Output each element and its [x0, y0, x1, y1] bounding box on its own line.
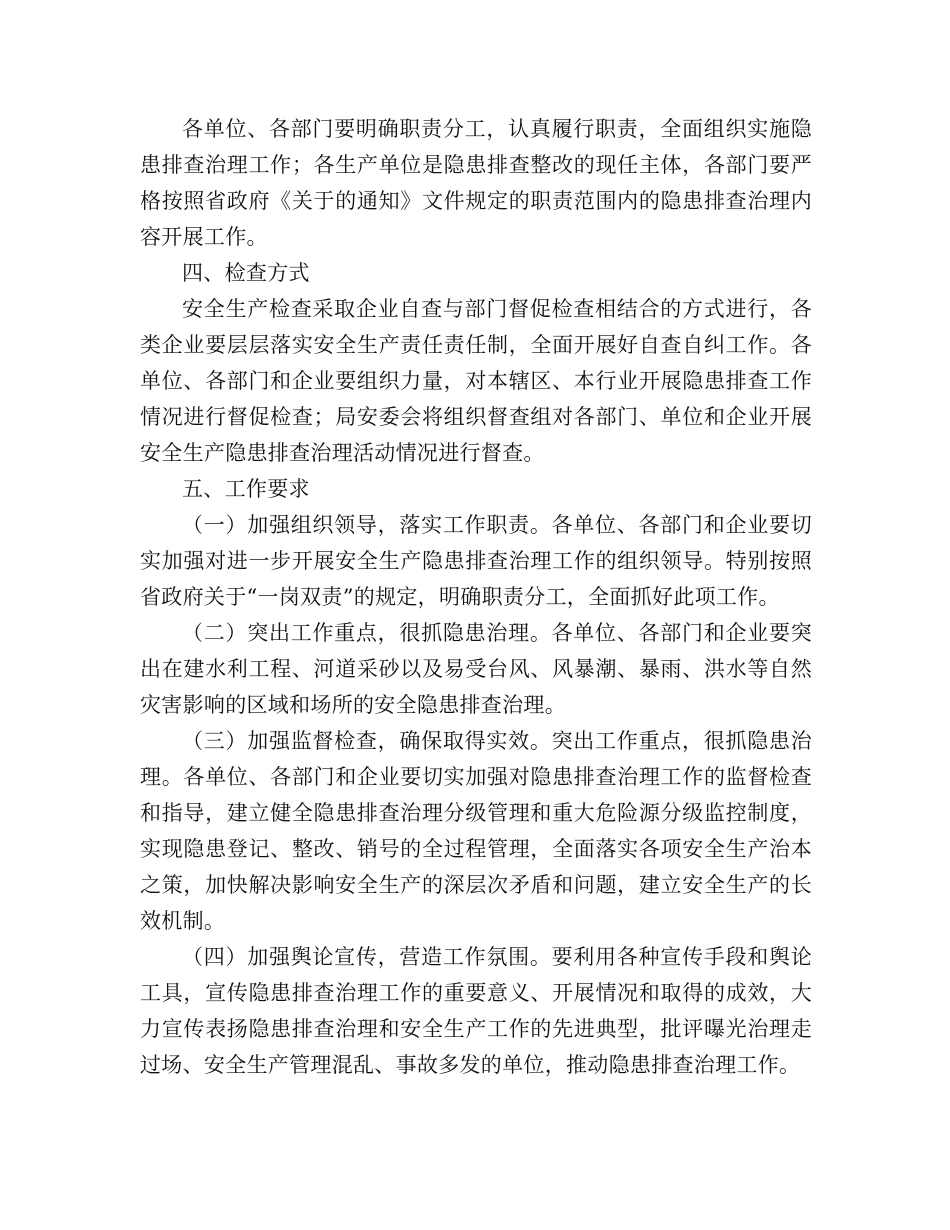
- paragraph-requirement-3: （三）加强监督检查，确保取得实效。突出工作重点，很抓隐患治理。各单位、各部门和企业要切实加强对隐患排查治理工作的监督检查和指导，建立健全隐患排查治理分级管理和重大危险源分级监控制度，实现隐患登记、整改、销号的全过程管理，全面落实各项安全生产治本之策，加快解决影响安全生产的深层次矛盾和问题，建立安全生产的长效机制。: [140, 729, 812, 933]
- paragraph-requirement-4: （四）加强舆论宣传，营造工作氛围。要利用各种宣传手段和舆论工具，宣传隐患排查治理工作的重要意义、开展情况和取得的成效，大力宣传表扬隐患排查治理和安全生产工作的先进典型，批评曝光治理走过场、安全生产管理混乱、事故多发的单位，推动隐患排查治理工作。: [140, 945, 812, 1077]
- paragraph-requirement-2: （二）突出工作重点，很抓隐患治理。各单位、各部门和企业要突出在建水利工程、河道采砂以及易受台风、风暴潮、暴雨、洪水等自然灾害影响的区域和场所的安全隐患排查治理。: [140, 621, 812, 717]
- section-heading-inspection-method: 四、检查方式: [182, 261, 310, 285]
- paragraph-inspection-method: 安全生产检查采取企业自查与部门督促检查相结合的方式进行，各类企业要层层落实安全生产责任责任制，全面开展好自查自纠工作。各单位、各部门和企业要组织力量，对本辖区、本行业开展隐患排查工作情况进行督促检查；局安委会将组织督查组对各部门、单位和企业开展安全生产隐患排查治理活动情况进行督查。: [140, 297, 812, 465]
- document-body: [140, 111, 812, 1083]
- paragraph-requirement-1: （一）加强组织领导，落实工作职责。各单位、各部门和企业要切实加强对进一步开展安全生产隐患排查治理工作的组织领导。特别按照省政府关于“一岗双责”的规定，明确职责分工，全面抓好此项工作。: [140, 513, 812, 609]
- paragraph-responsibilities: 各单位、各部门要明确职责分工，认真履行职责，全面组织实施隐患排查治理工作；各生产单位是隐患排查整改的现任主体，各部门要严格按照省政府《关于的通知》文件规定的职责范围内的隐患排查治理内容开展工作。: [140, 117, 812, 249]
- section-heading-work-requirements: 五、工作要求: [182, 477, 310, 501]
